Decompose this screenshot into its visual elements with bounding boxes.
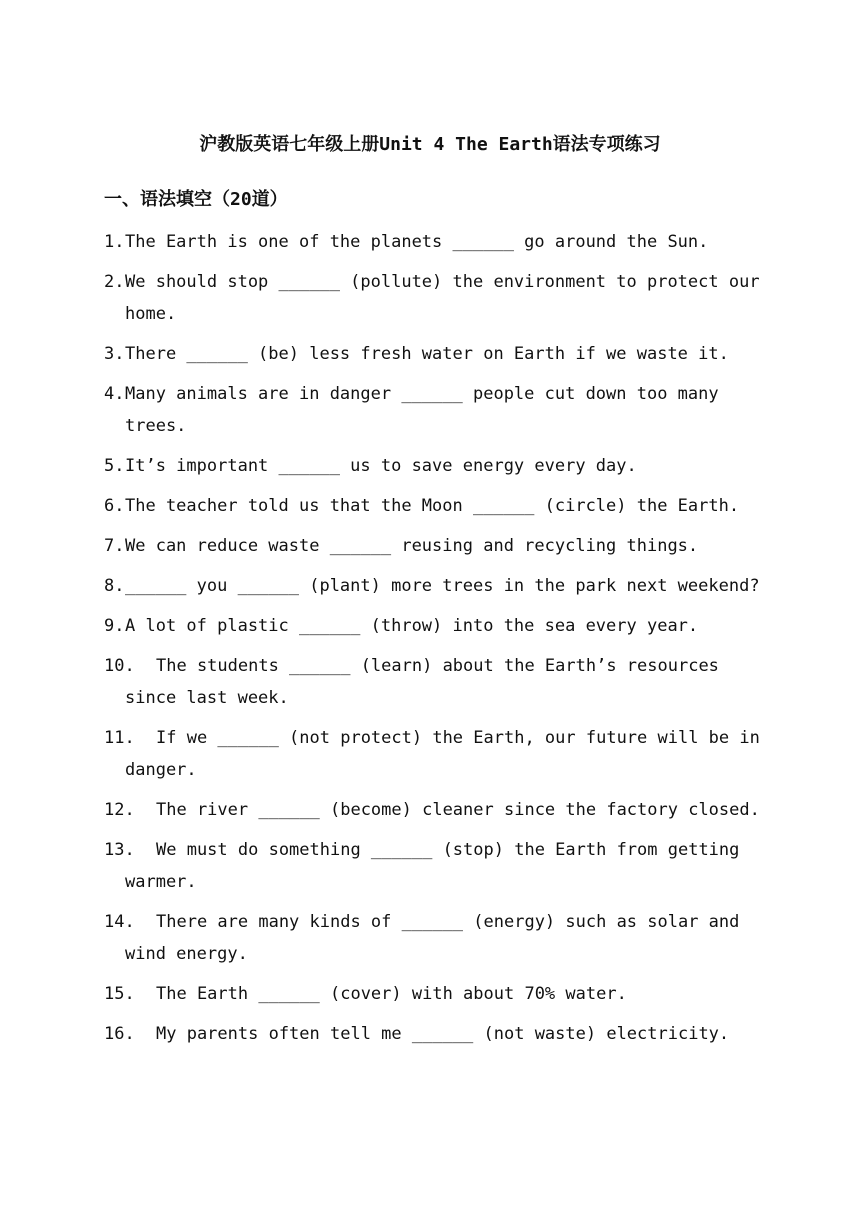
question-text: The students ______ (learn) about the Earth’s resources since last week. [125,656,719,708]
question-item [104,794,764,826]
question-text: The teacher told us that the Moon ______ (circle) the Earth. [125,496,740,516]
question-text: My parents often tell me ______ (not waste) electricity. [156,1024,730,1044]
question-number: 12. [104,800,135,820]
question-number: 15. [104,984,135,1004]
question-item [104,834,764,898]
question-text: There ______ (be) less fresh water on Earth if we waste it. [125,344,729,364]
question-number: 7. [104,536,125,556]
document-title: 沪教版英语七年级上册Unit 4 The Earth语法专项练习 [199,134,661,155]
question-text: If we ______ (not protect) the Earth, our future will be in danger. [125,728,760,780]
question-text: We must do something ______ (stop) the Earth from getting warmer. [125,840,740,892]
question-item [104,978,764,1010]
question-number: 6. [104,496,125,516]
question-item [104,906,764,970]
question-text: Many animals are in danger ______ people cut down too many trees. [125,384,719,436]
question-number: 4. [104,384,125,404]
question-item [104,266,764,330]
question-item [104,610,764,642]
question-text: The Earth is one of the planets ______ go around the Sun. [125,232,709,252]
question-item [104,650,764,714]
question-text: There are many kinds of ______ (energy) such as solar and wind energy. [125,912,740,964]
question-item [104,378,764,442]
question-list [104,226,764,1058]
section-heading: 一、语法填空（20道） [104,189,288,210]
question-number: 9. [104,616,125,636]
question-text: We can reduce waste ______ reusing and recycling things. [125,536,699,556]
question-item [104,530,764,562]
question-item [104,570,764,602]
question-item [104,722,764,786]
question-item [104,450,764,482]
question-number: 10. [104,656,135,676]
question-text: The Earth ______ (cover) with about 70% water. [156,984,627,1004]
question-number: 5. [104,456,125,476]
question-number: 1. [104,232,125,252]
question-item [104,226,764,258]
question-text: ______ you ______ (plant) more trees in the park next weekend? [125,576,760,596]
question-number: 3. [104,344,125,364]
question-number: 14. [104,912,135,932]
question-number: 11. [104,728,135,748]
question-text: We should stop ______ (pollute) the environment to protect our home. [125,272,760,324]
question-text: The river ______ (become) cleaner since the factory closed. [156,800,760,820]
question-item [104,1018,764,1050]
question-number: 13. [104,840,135,860]
question-item [104,490,764,522]
question-text: A lot of plastic ______ (throw) into the sea every year. [125,616,699,636]
question-item [104,338,764,370]
question-number: 2. [104,272,125,292]
question-number: 8. [104,576,125,596]
question-number: 16. [104,1024,135,1044]
question-text: It’s important ______ us to save energy every day. [125,456,637,476]
